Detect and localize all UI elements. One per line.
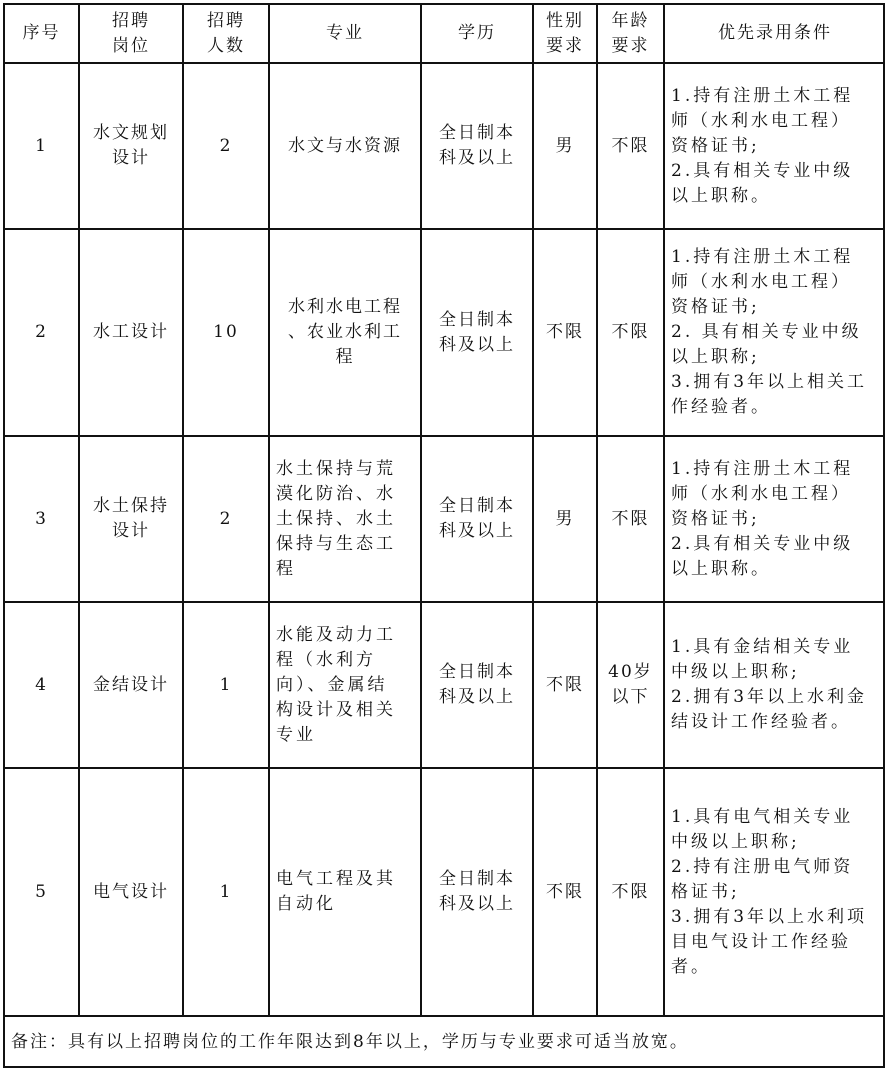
header-gender: 性别 要求	[533, 5, 597, 63]
cell-major: 水文与水资源	[269, 63, 421, 229]
table-row	[5, 768, 885, 1016]
cell-gender: 不限	[533, 768, 597, 1016]
cell-seq: 1	[5, 63, 79, 229]
header-row	[5, 5, 885, 63]
cell-count: 1	[183, 602, 269, 768]
cell-major: 水利水电工程 、农业水利工 程	[269, 229, 421, 436]
cell-count: 1	[183, 768, 269, 1016]
recruitment-table	[5, 5, 885, 1067]
cell-education: 全日制本 科及以上	[421, 63, 533, 229]
table-row	[5, 229, 885, 436]
cell-major: 水土保持与荒 漠化防治、水 土保持、水土 保持与生态工 程	[269, 436, 421, 602]
header-age: 年龄 要求	[597, 5, 664, 63]
cell-major: 电气工程及其 自动化	[269, 768, 421, 1016]
cell-education: 全日制本 科及以上	[421, 436, 533, 602]
cell-age: 不限	[597, 768, 664, 1016]
cell-education: 全日制本 科及以上	[421, 229, 533, 436]
note-text: 备注：具有以上招聘岗位的工作年限达到8年以上，学历与专业要求可适当放宽。	[5, 1016, 885, 1067]
cell-conditions: 1.持有注册土木工程 师（水利水电工程） 资格证书; 2.具有相关专业中级 以上职称。	[664, 63, 885, 229]
cell-gender: 不限	[533, 229, 597, 436]
cell-age: 40岁 以下	[597, 602, 664, 768]
header-priority: 优先录用条件	[664, 5, 885, 63]
cell-position: 金结设计	[79, 602, 183, 768]
cell-conditions: 1.持有注册土木工程 师（水利水电工程） 资格证书; 2.具有相关专业中级 以上职称。	[664, 436, 885, 602]
cell-age: 不限	[597, 63, 664, 229]
cell-gender: 男	[533, 436, 597, 602]
cell-position: 电气设计	[79, 768, 183, 1016]
cell-count: 10	[183, 229, 269, 436]
cell-position: 水文规划 设计	[79, 63, 183, 229]
cell-age: 不限	[597, 229, 664, 436]
header-major: 专业	[269, 5, 421, 63]
cell-gender: 不限	[533, 602, 597, 768]
cell-conditions: 1.具有金结相关专业 中级以上职称; 2.拥有3年以上水利金 结设计工作经验者。	[664, 602, 885, 768]
header-education: 学历	[421, 5, 533, 63]
note-row	[5, 1016, 885, 1067]
header-position: 招聘 岗位	[79, 5, 183, 63]
cell-education: 全日制本 科及以上	[421, 602, 533, 768]
cell-count: 2	[183, 63, 269, 229]
cell-count: 2	[183, 436, 269, 602]
cell-seq: 5	[5, 768, 79, 1016]
table-row	[5, 436, 885, 602]
cell-seq: 4	[5, 602, 79, 768]
cell-education: 全日制本 科及以上	[421, 768, 533, 1016]
cell-age: 不限	[597, 436, 664, 602]
header-seq: 序号	[5, 5, 79, 63]
cell-gender: 男	[533, 63, 597, 229]
cell-position: 水工设计	[79, 229, 183, 436]
cell-conditions: 1.具有电气相关专业 中级以上职称; 2.持有注册电气师资 格证书; 3.拥有3年以上水利项 目电气设计工作经验 者。	[664, 768, 885, 1016]
cell-major: 水能及动力工 程（水利方 向）、金属结 构设计及相关 专业	[269, 602, 421, 768]
header-count: 招聘 人数	[183, 5, 269, 63]
cell-position: 水土保持 设计	[79, 436, 183, 602]
table-row	[5, 602, 885, 768]
table-row	[5, 63, 885, 229]
cell-seq: 3	[5, 436, 79, 602]
cell-conditions: 1.持有注册土木工程 师（水利水电工程） 资格证书; 2. 具有相关专业中级 以上职称; 3.拥有3年以上相关工 作经验者。	[664, 229, 885, 436]
recruitment-table-frame	[3, 3, 885, 1068]
cell-seq: 2	[5, 229, 79, 436]
